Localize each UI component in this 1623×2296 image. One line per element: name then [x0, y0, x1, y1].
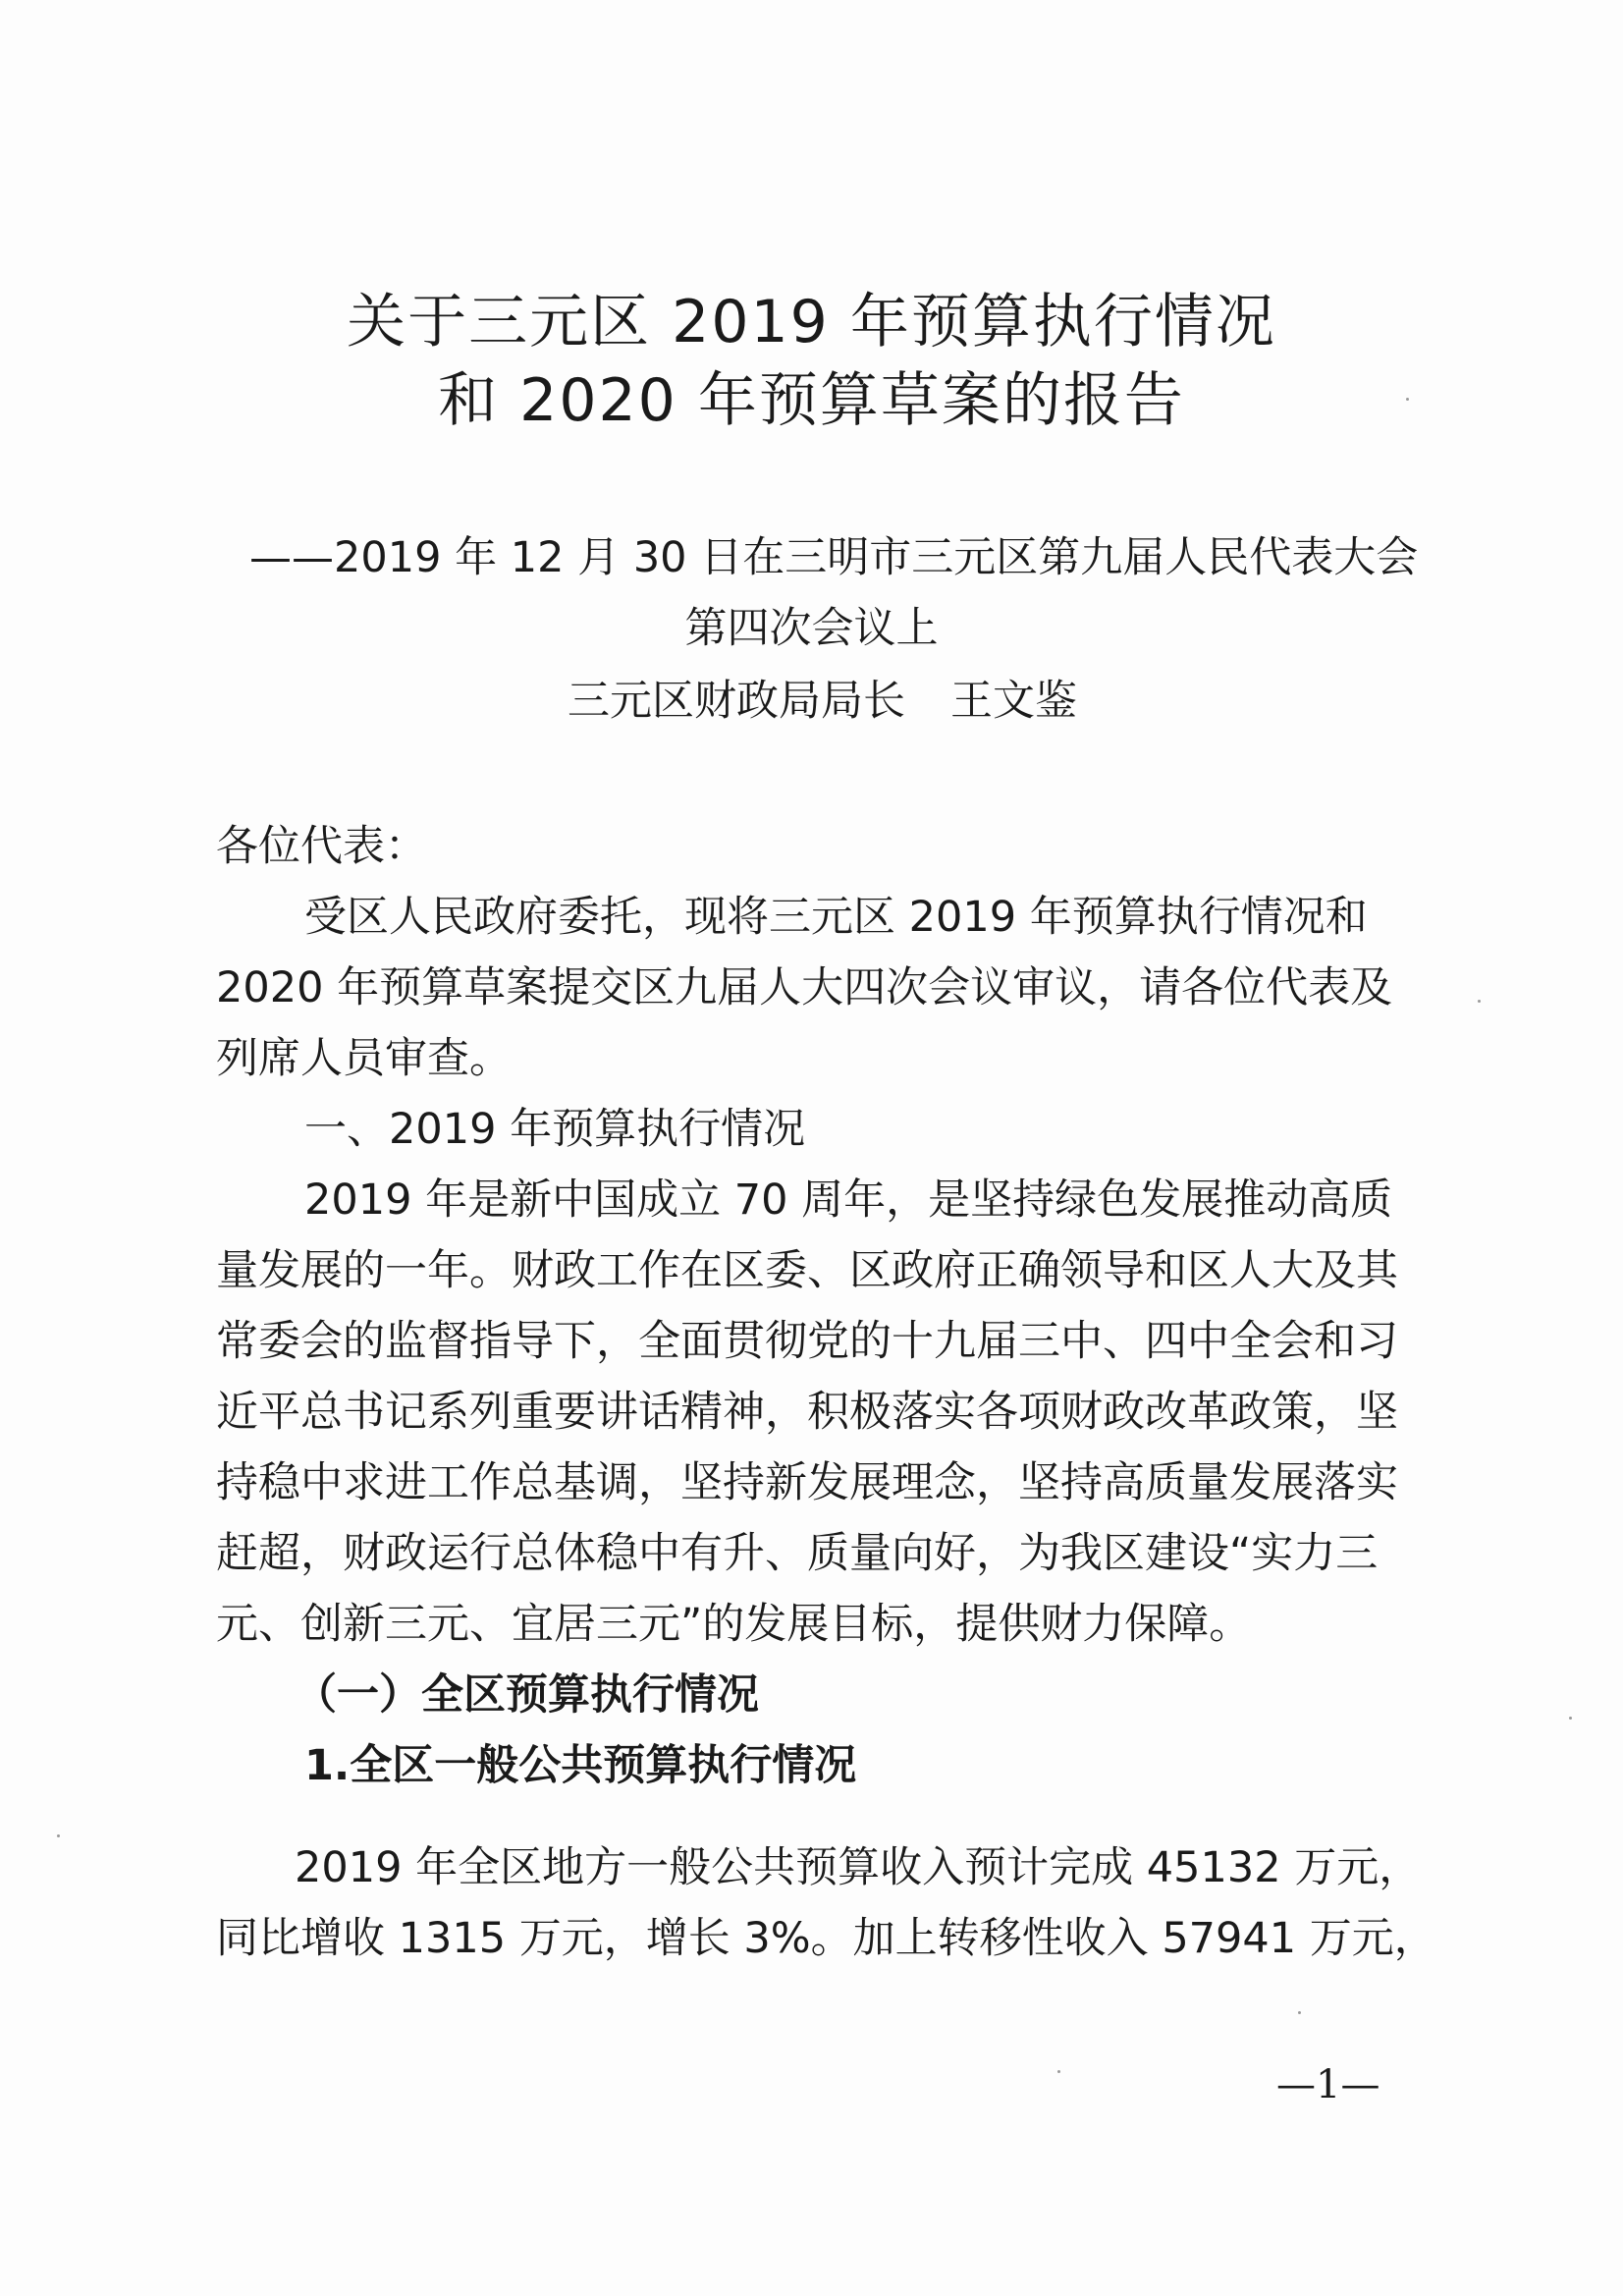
- scan-speck: [1298, 2011, 1301, 2014]
- document-title-line-1: 关于三元区 2019 年预算执行情况: [347, 288, 1276, 356]
- author-name: 王文鉴: [950, 677, 1077, 726]
- paragraph-line: 近平总书记系列重要讲话精神，积极落实各项财政改革政策，坚: [216, 1388, 1398, 1437]
- paragraph-line: 赶超，财政运行总体稳中有升、质量向好，为我区建设“实力三: [216, 1529, 1379, 1578]
- paragraph-line: 同比增收 1315 万元，增长 3%。加上转移性收入 57941 万元，: [216, 1914, 1436, 1963]
- section-heading: 一、2019 年预算执行情况: [304, 1105, 806, 1154]
- paragraph-line: 常委会的监督指导下，全面贯彻党的十九届三中、四中全会和习: [216, 1317, 1398, 1366]
- subtitle-occasion: ——2019 年 12 月 30 日在三明市三元区第九届人民代表大会: [249, 533, 1419, 582]
- subsection-heading: （一）全区预算执行情况: [295, 1670, 759, 1720]
- subsubsection-heading: 1.全区一般公共预算执行情况: [304, 1741, 857, 1790]
- scan-speck: [1406, 398, 1409, 401]
- author-title: 三元区财政局局长: [568, 677, 905, 726]
- paragraph-line: 量发展的一年。财政工作在区委、区政府正确领导和区人大及其: [216, 1246, 1398, 1295]
- paragraph-line: 2020 年预算草案提交区九届人大四次会议审议，请各位代表及: [216, 963, 1393, 1012]
- paragraph-line: 元、创新三元、宜居三元”的发展目标，提供财力保障。: [216, 1600, 1252, 1649]
- paragraph-line: 2019 年全区地方一般公共预算收入预计完成 45132 万元，: [295, 1843, 1422, 1892]
- page-number: —1—: [1276, 2062, 1380, 2107]
- subtitle-session: 第四次会议上: [684, 604, 939, 653]
- scan-speck: [1057, 2070, 1060, 2073]
- paragraph-line: 2019 年是新中国成立 70 周年，是坚持绿色发展推动高质: [304, 1175, 1393, 1225]
- scan-speck: [57, 1834, 60, 1837]
- salutation: 各位代表：: [216, 822, 427, 871]
- paragraph-line: 受区人民政府委托，现将三元区 2019 年预算执行情况和: [304, 893, 1368, 942]
- document-title-line-2: 和 2020 年预算草案的报告: [438, 366, 1185, 435]
- scan-speck: [1478, 1000, 1481, 1003]
- paragraph-line: 列席人员审查。: [216, 1034, 512, 1083]
- paragraph-line: 持稳中求进工作总基调，坚持新发展理念，坚持高质量发展落实: [216, 1458, 1398, 1507]
- scan-speck: [1569, 1717, 1572, 1720]
- author-line: [568, 672, 1077, 731]
